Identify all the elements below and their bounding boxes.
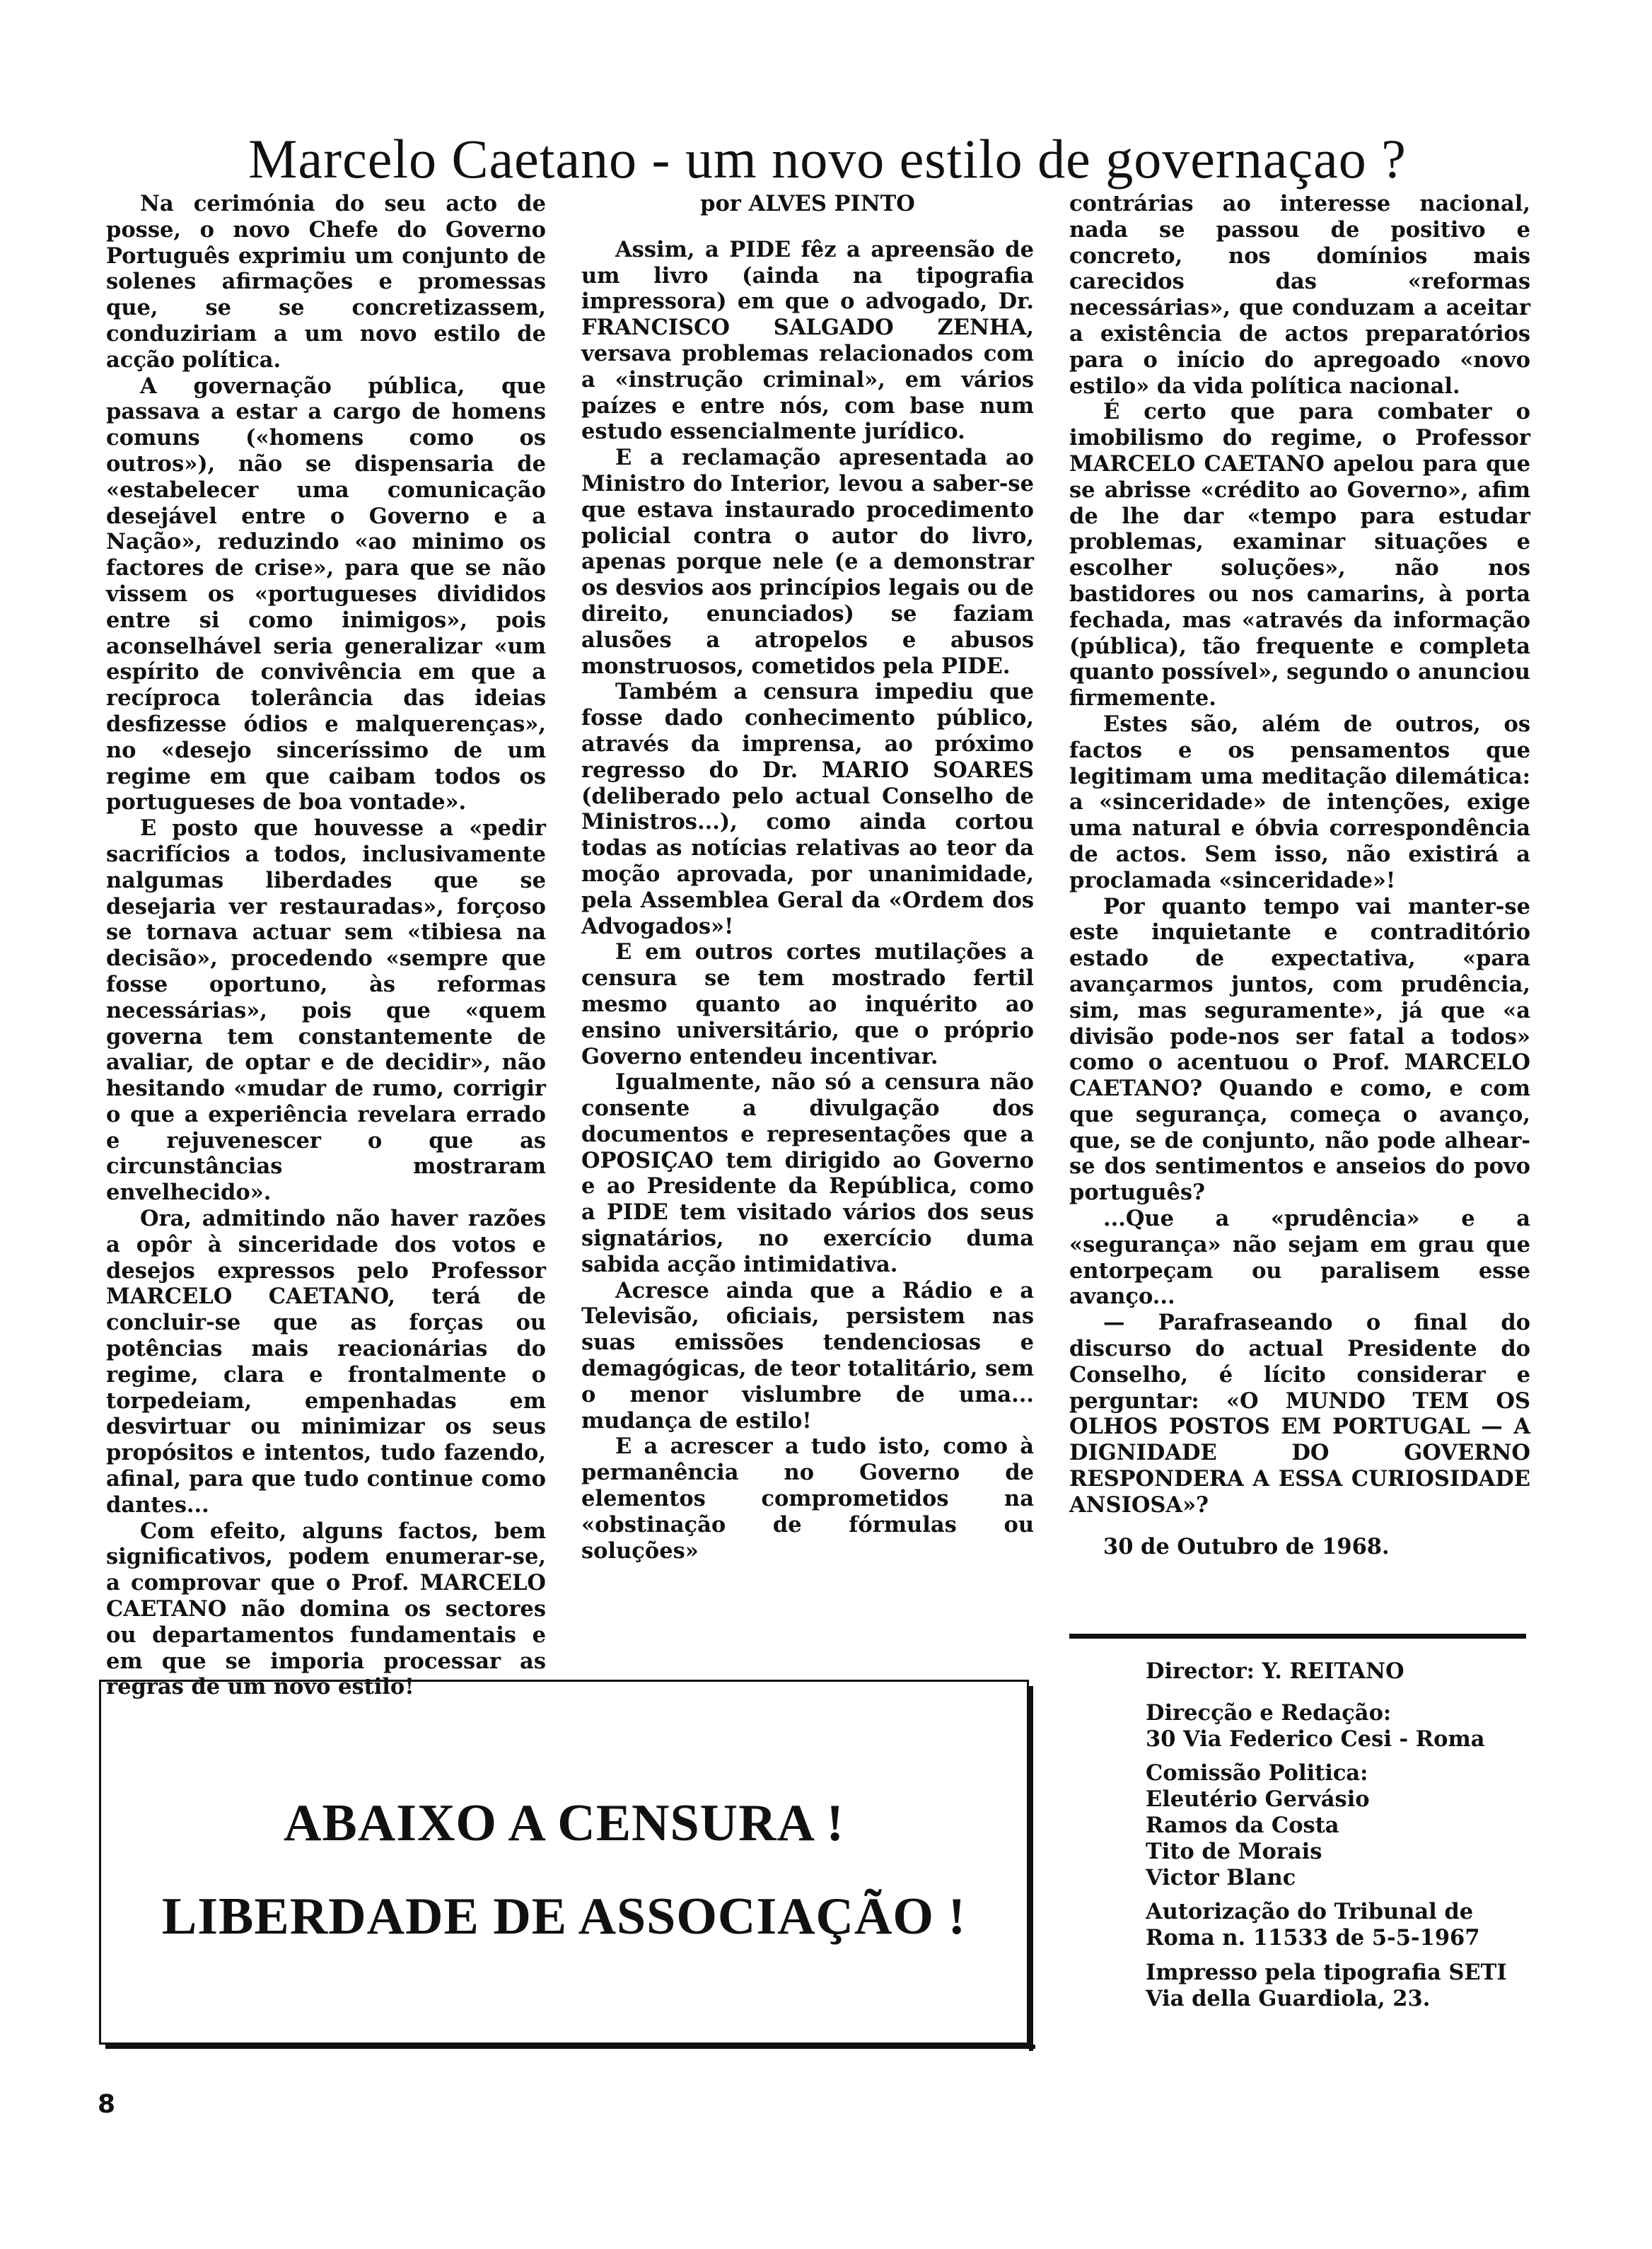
paragraph: E em outros cortes mutilações a censura se tem mostrado fertil mesmo quanto ao inquérito ao ensino universitário, que o próprio Governo entendeu incentivar. (581, 939, 1034, 1069)
slogan-abaixo-censura: ABAIXO A CENSURA ! (283, 1794, 845, 1852)
section-divider (1069, 1634, 1526, 1639)
paragraph: É certo que para combater o imobilismo do regime, o Professor MARCELO CAETANO apelou para que se abrisse «crédito ao Governo», afim de lhe dar «tempo para estudar problemas, examinar situações e escolher soluções», não nos bastidores ou nos camarins, à porta fechada, mas «através da informação (pública), tão frequente e completa quanto possível», segundo o anunciou firmemente. (1069, 399, 1530, 711)
slogan-liberdade-associacao: LIBERDADE DE ASSOCIAÇÃO ! (161, 1888, 967, 1946)
paragraph: Na cerimónia do seu acto de posse, o novo Chefe do Governo Português exprimiu um conjunto de solenes afirmações e promessas que, se se concretizassem, conduziriam a um novo estilo de acção política. (106, 191, 546, 373)
article-column-1 (106, 191, 546, 1700)
imprint-comissao-label: Comissão Politica: (1146, 1760, 1368, 1786)
byline: por ALVES PINTO (700, 191, 915, 216)
imprint-comissao-member: Tito de Morais (1146, 1838, 1322, 1864)
imprint-autorizacao: Roma n. 11533 de 5-5-1967 (1146, 1925, 1480, 1951)
article-column-3 (1069, 191, 1530, 1559)
paragraph: Assim, a PIDE fêz a apreensão de um livro (ainda na tipografia impressora) em que o advogado, Dr. FRANCISCO SALGADO ZENHA, versava problemas relacionados com a «instrução criminal», em vários paízes e entre nós, com base num estudo essencialmente jurídico. (581, 236, 1034, 445)
paragraph: Com efeito, alguns factos, bem significativos, podem enumerar-se, a comprovar que o Prof. MARCELO CAETANO não domina os sectores ou departamentos fundamentais e em que se imporia processar as regras de um novo estilo! (106, 1518, 546, 1700)
paragraph: E a reclamação apresentada ao Ministro do Interior, levou a saber-se que estava instaurado procedimento policial contra o autor do livro, apenas porque nele (e a demonstrar os desvios aos princípios legais ou de direito, enunciados) se faziam alusões a atropelos e abusos monstruosos, cometidos pela PIDE. (581, 445, 1034, 679)
imprint-block (1146, 1658, 1542, 2021)
paragraph: Estes são, além de outros, os factos e os pensamentos que legitimam uma meditação dilemática: a «sinceridade» de intenções, exige uma natural e óbvia correspondência de actos. Sem isso, não existirá a proclamada «sinceridade»! (1069, 711, 1530, 893)
paragraph: — Parafraseando o final do discurso do actual Presidente do Conselho, é lícito considerar e perguntar: «O MUNDO TEM OS OLHOS POSTOS EM PORTUGAL — A DIGNIDADE DO GOVERNO RESPONDERA A ESSA CURIOSIDADE ANSIOSA»? (1069, 1310, 1530, 1518)
paragraph: contrárias ao interesse nacional, nada se passou de positivo e concreto, nos domínios mais carecidos das «reformas necessárias», que conduzam a aceitar a existência de actos preparatórios para o início do apregoado «novo estilo» da vida política nacional. (1069, 191, 1530, 399)
article-column-2 (581, 191, 1034, 1564)
imprint-comissao-member: Victor Blanc (1146, 1864, 1296, 1890)
paragraph: Igualmente, não só a censura não consente a divulgação dos documentos e representações que a OPOSIÇAO tem dirigido ao Governo e ao Presidente da República, como a PIDE tem visitado vários dos seus signatários, no exercício duma sabida acção intimidativa. (581, 1069, 1034, 1277)
article-title: Marcelo Caetano - um novo estilo de governaçao ? (248, 128, 1407, 190)
slogan-box (99, 1680, 1029, 2045)
paragraph: E posto que houvesse a «pedir sacrifícios a todos, inclusivamente nalgumas liberdades que se desejaria ver restauradas», forçoso se tornava actuar sem «tibiesa na decisão», procedendo «sempre que fosse oportuno, às reformas necessárias», pois que «quem governa tem constantemente de avaliar, de optar e de decidir», não hesitando «mudar de rumo, corrigir o que a experiência revelara errado e rejuvenescer o que as circunstâncias mostraram envelhecido». (106, 815, 546, 1206)
paragraph: Ora, admitindo não haver razões a opôr à sinceridade dos votos e desejos expressos pelo Professor MARCELO CAETANO, terá de concluir-se que as forças ou potências mais reacionárias do regime, clara e frontalmente o torpedeiam, empenhadas em desvirtuar ou minimizar os seus propósitos e intentos, tudo fazendo, afinal, para que tudo continue como dantes... (106, 1206, 546, 1518)
page-number: 8 (98, 2090, 116, 2119)
box-shadow-bottom (105, 2045, 1035, 2049)
imprint-redacao-label: Direcção e Redação: (1146, 1699, 1392, 1726)
paragraph: ...Que a «prudência» e a «segurança» não sejam em grau que entorpeçam ou paralisem esse avanço... (1069, 1206, 1530, 1310)
imprint-comissao-member: Ramos da Costa (1146, 1812, 1339, 1838)
paragraph: A governação pública, que passava a estar a cargo de homens comuns («homens como os outros»), não se dispensaria de «estabelecer uma comunicação desejável entre o Governo e a Nação», reduzindo «ao minimo os factores de crise», para que se não vissem os «portugueses divididos entre si como inimigos», pois aconselhável seria generalizar «um espírito de convivência em que a recíproca tolerância das ideias desfizesse ódios e malquerenças», no «desejo sinceríssimo de um regime em que caibam todos os portugueses de boa vontade». (106, 373, 546, 815)
imprint-impresso: Impresso pela tipografia SETI (1146, 1959, 1507, 1985)
article-date: 30 de Outubro de 1968. (1103, 1533, 1390, 1559)
imprint-autorizacao: Autorização do Tribunal de (1146, 1899, 1474, 1925)
imprint-redacao-address: 30 Via Federico Cesi - Roma (1146, 1726, 1485, 1752)
box-shadow-right (1029, 1686, 1033, 2051)
paragraph: Acresce ainda que a Rádio e a Televisão, oficiais, persistem nas suas emissões tendenciosas e demagógicas, de teor totalitário, sem o menor vislumbre de uma... mudança de estilo! (581, 1277, 1034, 1434)
paragraph: E a acrescer a tudo isto, como à permanência no Governo de elementos comprometidos na «obstinação de fórmulas ou soluções» (581, 1434, 1034, 1564)
imprint-impresso: Via della Guardiola, 23. (1146, 1985, 1431, 2011)
paragraph: Também a censura impediu que fosse dado conhecimento público, através da imprensa, ao próximo regresso do Dr. MARIO SOARES (deliberado pelo actual Conselho de Ministros...), como ainda cortou todas as notícias relativas ao teor da moção aprovada, por unanimidade, pela Assemblea Geral da «Ordem dos Advogados»! (581, 679, 1034, 939)
imprint-comissao-member: Eleutério Gervásio (1146, 1786, 1370, 1813)
paragraph: Por quanto tempo vai manter-se este inquietante e contraditório estado de expectativa, «para avançarmos juntos, com prudência, sim, mas seguramente», já que «a divisão pode-nos ser fatal a todos» como o acentuou o Prof. MARCELO CAETANO? Quando e como, e com que segurança, começa o avanço, que, se de conjunto, não pode alhear-se dos sentimentos e anseios do povo português? (1069, 893, 1530, 1206)
imprint-director: Director: Y. REITANO (1146, 1658, 1404, 1684)
